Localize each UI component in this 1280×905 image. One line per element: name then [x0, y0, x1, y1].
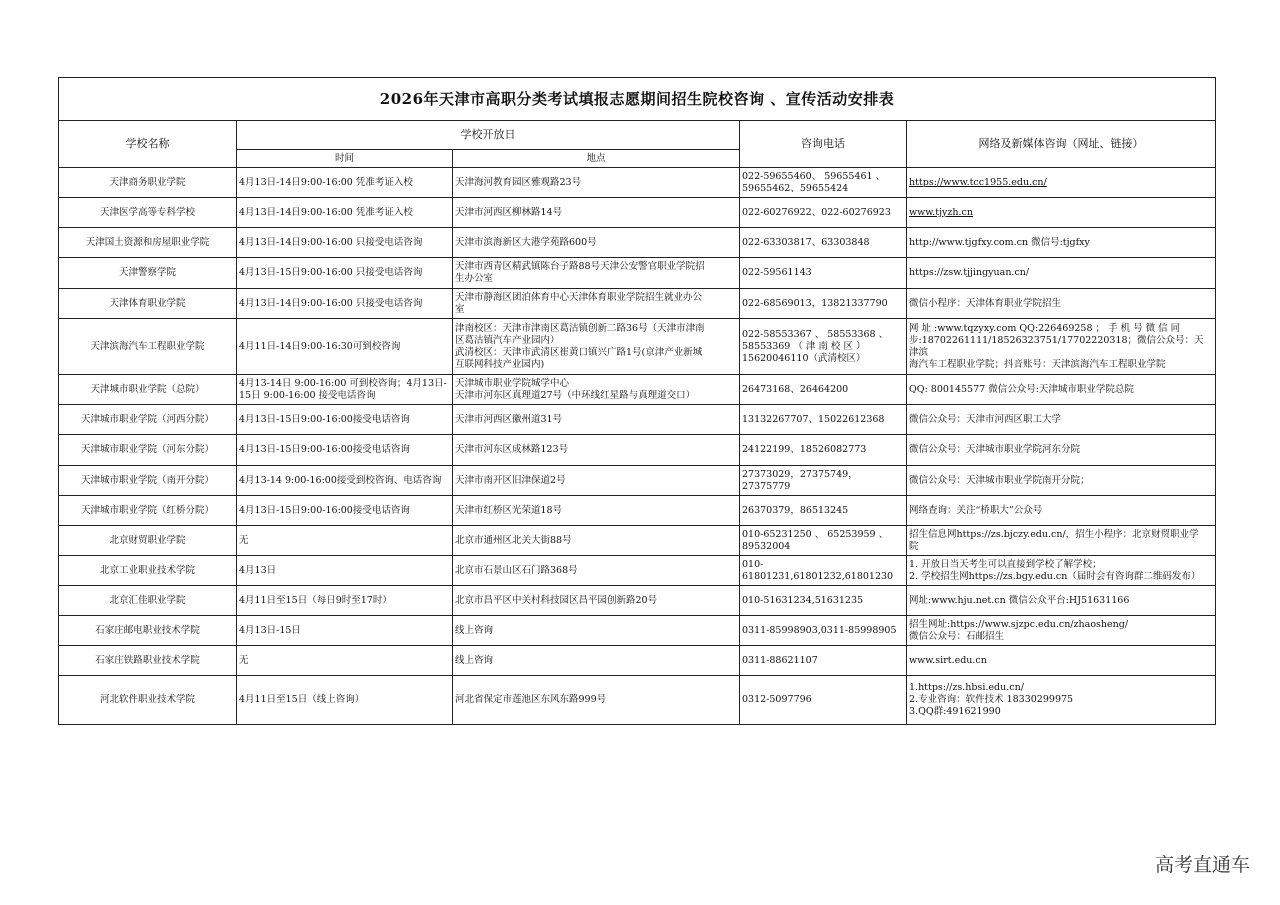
- cell-name: 天津城市职业学院（河东分院）: [59, 435, 237, 466]
- cell-name: 天津体育职业学院: [59, 289, 237, 319]
- online-line: 招生信息网https://zs.bjczy.edu.cn/，招生小程序：北京财贸职业学: [909, 528, 1199, 540]
- location-line: 天津市河东区真理道27号（中环线红星路与真理道交口）: [455, 389, 696, 401]
- cell-time: [237, 289, 453, 319]
- time-line: 4月11日-14日9:00-16:30可到校咨询: [239, 340, 401, 352]
- online-line: 微信公众号：天津城市职业学院河东分院: [909, 444, 1081, 455]
- phone-line: 022-60276922、022-60276923: [742, 206, 891, 218]
- phone-line: 010-61801231,61801232,61801230: [742, 558, 894, 582]
- online-line: www.sirt.edu.cn: [909, 654, 987, 666]
- location-line: 互联网科技产业园内): [455, 358, 545, 370]
- cell-name: 北京工业职业技术学院: [59, 556, 237, 586]
- cell-phone: [740, 586, 907, 616]
- time-line: 4月13-14日 9:00-16:00 可到校咨询；4月13日-: [239, 377, 447, 389]
- cell-name: 北京汇佳职业学院: [59, 586, 237, 616]
- time-line: 无: [239, 534, 249, 546]
- time-line: 4月11日至15日（每日9时至17时）: [239, 594, 392, 606]
- cell-time: [237, 586, 453, 616]
- cell-name: 天津城市职业学院（河西分院）: [59, 405, 237, 435]
- header-online: 网络及新媒体咨询（网址、链接）: [907, 121, 1216, 168]
- cell-name: 天津商务职业学院: [59, 168, 237, 198]
- phone-line: 022-59561143: [742, 267, 812, 278]
- cell-online: [907, 616, 1216, 646]
- cell-online: [907, 258, 1216, 289]
- online-line: 1. 开放日当天考生可以直接到学校了解学校；: [909, 558, 1102, 570]
- location-line: 北京市石景山区石门路368号: [455, 564, 578, 576]
- table-row: [59, 676, 1216, 725]
- online-line: https://zsw.tjjingyuan.cn/: [909, 267, 1030, 278]
- cell-name: 石家庄铁路职业技术学院: [59, 646, 237, 676]
- cell-location: [453, 526, 740, 556]
- online-line: 招生网址:https://www.sjzpc.edu.cn/zhaosheng/: [909, 618, 1129, 630]
- location-line: 天津市南开区旧津保道2号: [455, 474, 566, 486]
- cell-location: [453, 319, 740, 375]
- cell-time: [237, 496, 453, 526]
- time-line: 4月13日-14日9:00-16:00 凭准考证入校: [239, 176, 413, 188]
- location-line: 津南校区：天津市津南区葛沽镇创新二路36号（天津市津南: [455, 322, 705, 334]
- location-line: 天津市河东区成林路123号: [455, 444, 569, 455]
- cell-phone: [740, 676, 907, 725]
- online-link[interactable]: www.tjyzh.cn: [909, 206, 973, 218]
- location-line: 天津城市职业学院城学中心: [455, 377, 570, 389]
- location-line: 生办公室: [455, 273, 494, 284]
- online-line: 微信公众号：天津市河西区职工大学: [909, 413, 1062, 425]
- phone-line: 27373029，27375749，27375779: [742, 468, 858, 492]
- cell-phone: [740, 466, 907, 496]
- phone-line: 26473168、26464200: [742, 383, 849, 395]
- online-line: 2.专业咨询：软件技术 18330299975: [909, 694, 1074, 705]
- location-line: 区葛沽镇汽车产业园内）: [455, 334, 560, 346]
- time-line: 4月13日-14日9:00-16:00 凭准考证入校: [239, 206, 413, 218]
- time-line: 4月13日-15日9:00-16:00接受电话咨询: [239, 444, 410, 455]
- time-line: 4月13日-15日: [239, 624, 301, 636]
- table-row: [59, 496, 1216, 526]
- time-line: 4月13日-15日9:00-16:00 只接受电话咨询: [239, 267, 423, 278]
- time-line: 4月13日-14日9:00-16:00 只接受电话咨询: [239, 297, 423, 309]
- table-row: [59, 435, 1216, 466]
- cell-location: [453, 289, 740, 319]
- cell-phone: [740, 556, 907, 586]
- cell-name: 天津城市职业学院（南开分院）: [59, 466, 237, 496]
- cell-name: 天津警察学院: [59, 258, 237, 289]
- cell-location: [453, 496, 740, 526]
- time-line: 15日 9:00-16:00 接受电话咨询: [239, 389, 376, 401]
- header-open-day: 学校开放日: [237, 121, 740, 150]
- cell-location: [453, 228, 740, 258]
- cell-name: 天津城市职业学院（总院）: [59, 375, 237, 405]
- cell-online: [907, 435, 1216, 466]
- location-line: 北京市昌平区中关村科技园区昌平园创新路20号: [455, 594, 658, 606]
- table-row: [59, 526, 1216, 556]
- online-line: 2. 学校招生网https://zs.bgy.edu.cn（届时会有咨询群二维码发布）: [909, 570, 1201, 582]
- cell-location: [453, 586, 740, 616]
- phone-line: 13132267707、15022612368: [742, 413, 885, 425]
- cell-location: [453, 258, 740, 289]
- cell-online: [907, 526, 1216, 556]
- online-line: 微信小程序：天津体育职业学院招生: [909, 297, 1062, 309]
- cell-location: [453, 616, 740, 646]
- table-row: [59, 198, 1216, 228]
- cell-phone: [740, 228, 907, 258]
- header-phone: 咨询电话: [740, 121, 907, 168]
- cell-time: [237, 526, 453, 556]
- cell-online: [907, 496, 1216, 526]
- table-row: [59, 466, 1216, 496]
- cell-time: [237, 646, 453, 676]
- table-row: [59, 228, 1216, 258]
- cell-online: [907, 586, 1216, 616]
- table-row: [59, 258, 1216, 289]
- time-line: 无: [239, 654, 249, 666]
- phone-line: 022-63303817、63303848: [742, 236, 870, 248]
- location-line: 天津市河西区柳林路14号: [455, 206, 563, 218]
- cell-name: 河北软件职业技术学院: [59, 676, 237, 725]
- online-line: 步:18702261111/18526323751/17702220318；微信公众号：天津滨: [909, 334, 1204, 358]
- cell-online: [907, 319, 1216, 375]
- online-line: 网络查询：关注“桥职大”公众号: [909, 504, 1043, 516]
- cell-time: [237, 228, 453, 258]
- table-row: [59, 405, 1216, 435]
- cell-time: [237, 258, 453, 289]
- online-line: 网 址 :www.tqzyxy.com QQ:226469258 ； 手 机 号 微 信 同: [909, 322, 1181, 334]
- table-row: [59, 556, 1216, 586]
- online-line: http://www.tjgfxy.com.cn 微信号:tjgfxy: [909, 236, 1090, 248]
- cell-online: [907, 556, 1216, 586]
- time-line: 4月13日-14日9:00-16:00 只接受电话咨询: [239, 236, 423, 248]
- online-line: 海汽车工程职业学院；抖音账号：天津滨海汽车工程职业学院: [909, 358, 1166, 370]
- cell-name: 天津医学高等专科学校: [59, 198, 237, 228]
- cell-online: [907, 289, 1216, 319]
- phone-line: 0311-88621107: [742, 654, 818, 666]
- table-title: 2026年天津市高职分类考试填报志愿期间招生院校咨询 、宣传活动安排表: [59, 78, 1216, 121]
- cell-phone: [740, 168, 907, 198]
- header-time: 时间: [237, 150, 453, 168]
- phone-line: 24122199、18526082773: [742, 444, 867, 455]
- cell-online: [907, 198, 1216, 228]
- cell-online: [907, 676, 1216, 725]
- phone-line: 59655462、59655424: [742, 182, 849, 194]
- phone-line: 022-68569013，13821337790: [742, 297, 888, 309]
- cell-time: [237, 198, 453, 228]
- cell-location: [453, 405, 740, 435]
- cell-time: [237, 616, 453, 646]
- cell-name: 天津国土资源和房屋职业学院: [59, 228, 237, 258]
- location-line: 线上咨询: [455, 654, 494, 666]
- online-line: 1.https://zs.hbsi.edu.cn/: [909, 682, 1024, 693]
- phone-line: 15620046110（武清校区）: [742, 352, 866, 364]
- online-line: 微信公众号：天津城市职业学院南开分院；: [909, 474, 1090, 486]
- cell-phone: [740, 375, 907, 405]
- cell-name: 天津城市职业学院（红桥分院）: [59, 496, 237, 526]
- cell-time: [237, 375, 453, 405]
- cell-time: [237, 556, 453, 586]
- cell-time: [237, 405, 453, 435]
- time-line: 4月13-14 9:00-16:00接受到校咨询、电话咨询: [239, 474, 442, 486]
- cell-time: [237, 168, 453, 198]
- online-line: 院: [909, 540, 919, 552]
- time-line: 4月13日: [239, 564, 277, 576]
- cell-phone: [740, 319, 907, 375]
- time-line: 4月13日-15日9:00-16:00接受电话咨询: [239, 504, 410, 516]
- cell-phone: [740, 198, 907, 228]
- schedule-table: [58, 77, 1216, 725]
- cell-phone: [740, 435, 907, 466]
- location-line: 河北省保定市莲池区东风东路999号: [455, 694, 607, 705]
- cell-name: 石家庄邮电职业技术学院: [59, 616, 237, 646]
- location-line: 天津市西青区精武镇陈台子路88号天津公安警官职业学院招: [455, 261, 705, 272]
- time-line: 4月13日-15日9:00-16:00接受电话咨询: [239, 413, 410, 425]
- time-line: 4月11日至15日（线上咨询）: [239, 694, 365, 705]
- cell-online: [907, 228, 1216, 258]
- location-line: 天津市静海区团泊体育中心天津体育职业学院招生就业办公: [455, 291, 703, 303]
- cell-time: [237, 435, 453, 466]
- cell-location: [453, 676, 740, 725]
- header-row: [59, 121, 1216, 150]
- cell-time: [237, 319, 453, 375]
- cell-location: [453, 466, 740, 496]
- title-row: [59, 78, 1216, 121]
- table-row: [59, 319, 1216, 375]
- location-line: 线上咨询: [455, 624, 494, 636]
- cell-phone: [740, 646, 907, 676]
- table-row: [59, 586, 1216, 616]
- cell-name: 北京财贸职业学院: [59, 526, 237, 556]
- cell-phone: [740, 616, 907, 646]
- location-line: 室: [455, 303, 465, 315]
- phone-line: 0312-5097796: [742, 694, 812, 705]
- phone-line: 0311-85998903,0311-85998905: [742, 624, 897, 636]
- cell-online: [907, 168, 1216, 198]
- phone-line: 58553369 （ 津 南 校 区 ）: [742, 340, 866, 352]
- cell-location: [453, 435, 740, 466]
- cell-time: [237, 466, 453, 496]
- online-link[interactable]: https://www.tcc1955.edu.cn/: [909, 176, 1047, 188]
- table-row: [59, 289, 1216, 319]
- cell-online: [907, 405, 1216, 435]
- online-line: QQ: 800145577 微信公众号:天津城市职业学院总院: [909, 383, 1134, 395]
- header-school-name: 学校名称: [59, 121, 237, 168]
- cell-time: [237, 676, 453, 725]
- cell-phone: [740, 289, 907, 319]
- phone-line: 010-65231250 、 65253959 、: [742, 528, 889, 540]
- cell-location: [453, 168, 740, 198]
- cell-location: [453, 375, 740, 405]
- table-row: [59, 646, 1216, 676]
- cell-location: [453, 646, 740, 676]
- cell-phone: [740, 405, 907, 435]
- online-line: 3.QQ群:491621990: [909, 706, 1001, 717]
- cell-location: [453, 198, 740, 228]
- cell-name: 天津滨海汽车工程职业学院: [59, 319, 237, 375]
- phone-line: 022-59655460、 59655461 、: [742, 170, 886, 182]
- location-line: 武清校区：天津市武清区崔黄口镇兴广路1号(京津产业新城: [455, 346, 703, 358]
- cell-phone: [740, 526, 907, 556]
- table-row: [59, 616, 1216, 646]
- location-line: 北京市通州区北关大街88号: [455, 534, 572, 546]
- watermark-logo-text: 高考直通车: [1154, 854, 1250, 876]
- location-line: 天津海河教育园区雅观路23号: [455, 176, 582, 188]
- table-row: [59, 375, 1216, 405]
- cell-online: [907, 466, 1216, 496]
- phone-line: 89532004: [742, 540, 791, 552]
- phone-line: 022-58553367 、 58553368 、: [742, 328, 889, 340]
- cell-online: [907, 375, 1216, 405]
- location-line: 天津市滨海新区大港学苑路600号: [455, 236, 597, 248]
- header-location: 地点: [453, 150, 740, 168]
- cell-phone: [740, 258, 907, 289]
- phone-line: 010-51631234,51631235: [742, 594, 864, 606]
- cell-location: [453, 556, 740, 586]
- table-row: [59, 168, 1216, 198]
- location-line: 天津市红桥区光荣道18号: [455, 504, 563, 516]
- online-line: 网址:www.hju.net.cn 微信公众平台:HJ51631166: [909, 594, 1130, 606]
- location-line: 天津市河西区徽州道31号: [455, 413, 563, 425]
- cell-phone: [740, 496, 907, 526]
- cell-online: [907, 646, 1216, 676]
- online-line: 微信公众号：石邮招生: [909, 630, 1005, 642]
- phone-line: 26370379，86513245: [742, 504, 849, 516]
